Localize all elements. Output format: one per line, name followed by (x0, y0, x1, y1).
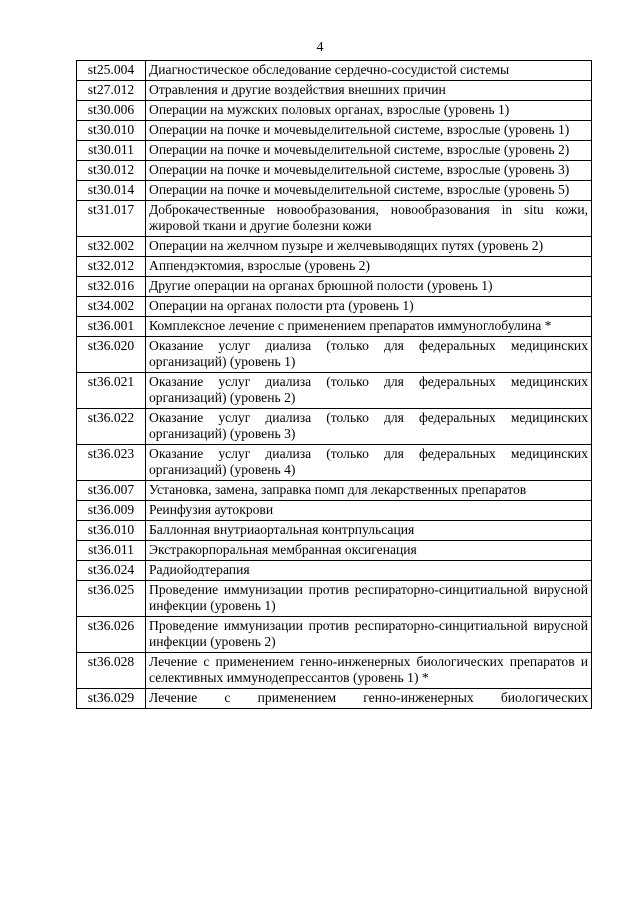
description-cell: Операции на почке и мочевыделительной системе, взрослые (уровень 3) (146, 161, 592, 181)
table-row (77, 277, 592, 297)
description-cell: Другие операции на органах брюшной полости (уровень 1) (146, 277, 592, 297)
table-row (77, 653, 592, 689)
table-row (77, 561, 592, 581)
description-cell: Аппендэктомия, взрослые (уровень 2) (146, 257, 592, 277)
table-row (77, 257, 592, 277)
code-cell: st36.021 (77, 373, 146, 409)
table-row (77, 237, 592, 257)
code-cell: st31.017 (77, 201, 146, 237)
table-row (77, 101, 592, 121)
table-row (77, 141, 592, 161)
code-cell: st30.012 (77, 161, 146, 181)
description-cell: Оказание услуг диализа (только для федеральных медицинских организаций) (уровень 2) (146, 373, 592, 409)
table-row (77, 81, 592, 101)
description-cell: Баллонная внутриаортальная контрпульсация (146, 521, 592, 541)
code-cell: st36.007 (77, 481, 146, 501)
code-cell: st32.012 (77, 257, 146, 277)
description-cell: Экстракорпоральная мембранная оксигенация (146, 541, 592, 561)
description-cell: Оказание услуг диализа (только для федеральных медицинских организаций) (уровень 3) (146, 409, 592, 445)
table-row (77, 521, 592, 541)
table-row (77, 445, 592, 481)
code-cell: st30.010 (77, 121, 146, 141)
description-cell: Операции на почке и мочевыделительной системе, взрослые (уровень 2) (146, 141, 592, 161)
code-cell: st36.025 (77, 581, 146, 617)
table-row (77, 541, 592, 561)
code-cell: st36.023 (77, 445, 146, 481)
code-cell: st27.012 (77, 81, 146, 101)
code-cell: st36.009 (77, 501, 146, 521)
description-cell: Лечение с применением генно-инженерных биологических (146, 689, 592, 709)
code-cell: st36.026 (77, 617, 146, 653)
code-cell: st32.002 (77, 237, 146, 257)
code-cell: st36.010 (77, 521, 146, 541)
code-cell: st36.029 (77, 689, 146, 709)
code-cell: st34.002 (77, 297, 146, 317)
table-row (77, 373, 592, 409)
description-cell: Реинфузия аутокрови (146, 501, 592, 521)
description-cell: Лечение с применением генно-инженерных биологических препаратов и селективных иммунодепрессантов (уровень 1) * (146, 653, 592, 689)
table-row (77, 317, 592, 337)
code-cell: st36.001 (77, 317, 146, 337)
description-cell: Радиойодтерапия (146, 561, 592, 581)
table-row (77, 689, 592, 709)
code-cell: st36.011 (77, 541, 146, 561)
ksg-code-table (76, 60, 592, 709)
table-row (77, 581, 592, 617)
code-cell: st36.024 (77, 561, 146, 581)
table-row (77, 181, 592, 201)
description-cell: Операции на желчном пузыре и желчевыводящих путях (уровень 2) (146, 237, 592, 257)
table-row (77, 481, 592, 501)
table-row (77, 297, 592, 317)
table-row (77, 337, 592, 373)
page-number: 4 (316, 40, 324, 55)
code-cell: st36.028 (77, 653, 146, 689)
code-cell: st30.011 (77, 141, 146, 161)
description-cell: Диагностическое обследование сердечно-сосудистой системы (146, 61, 592, 81)
code-cell: st36.022 (77, 409, 146, 445)
description-cell: Операции на мужских половых органах, взрослые (уровень 1) (146, 101, 592, 121)
table-row (77, 61, 592, 81)
code-cell: st30.014 (77, 181, 146, 201)
code-cell: st25.004 (77, 61, 146, 81)
table-row (77, 201, 592, 237)
table-row (77, 161, 592, 181)
table-row (77, 409, 592, 445)
table-row (77, 617, 592, 653)
description-cell: Проведение иммунизации против респираторно-синцитиальной вирусной инфекции (уровень 1) (146, 581, 592, 617)
description-cell: Операции на почке и мочевыделительной системе, взрослые (уровень 1) (146, 121, 592, 141)
description-cell: Отравления и другие воздействия внешних причин (146, 81, 592, 101)
description-cell: Доброкачественные новообразования, новообразования in situ кожи, жировой ткани и другие болезни кожи (146, 201, 592, 237)
code-cell: st30.006 (77, 101, 146, 121)
description-cell: Комплексное лечение с применением препаратов иммуноглобулина * (146, 317, 592, 337)
table-row (77, 501, 592, 521)
description-cell: Проведение иммунизации против респираторно-синцитиальной вирусной инфекции (уровень 2) (146, 617, 592, 653)
code-cell: st36.020 (77, 337, 146, 373)
description-cell: Операции на органах полости рта (уровень 1) (146, 297, 592, 317)
description-cell: Оказание услуг диализа (только для федеральных медицинских организаций) (уровень 4) (146, 445, 592, 481)
description-cell: Операции на почке и мочевыделительной системе, взрослые (уровень 5) (146, 181, 592, 201)
description-cell: Оказание услуг диализа (только для федеральных медицинских организаций) (уровень 1) (146, 337, 592, 373)
code-cell: st32.016 (77, 277, 146, 297)
description-cell: Установка, замена, заправка помп для лекарственных препаратов (146, 481, 592, 501)
table-row (77, 121, 592, 141)
